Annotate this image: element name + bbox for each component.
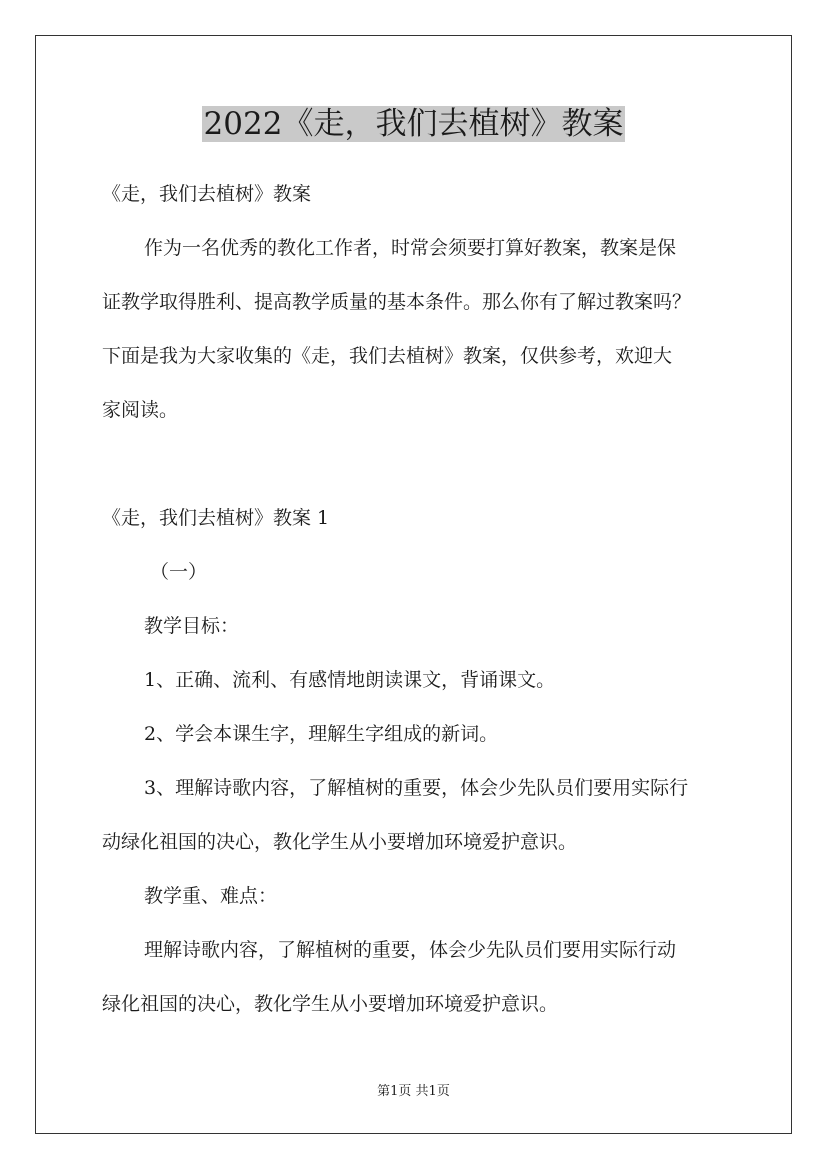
- subsection-marker: （一）: [150, 561, 208, 583]
- paragraph-line: 理解诗歌内容，了解植树的重要，体会少先队员们要用实际行动: [144, 939, 677, 961]
- paragraph-line: 教学目标：: [144, 615, 240, 637]
- document-title: [0, 104, 827, 144]
- document-title-text: 2022《走，我们去植树》教案: [203, 106, 624, 142]
- paragraph-line: 绿化祖国的决心，教化学生从小要增加环境爱护意识。: [102, 993, 559, 1015]
- page-footer: 第1页 共1页: [377, 1084, 450, 1099]
- paragraph-line: 教学重、难点：: [144, 885, 278, 907]
- list-item: 3、理解诗歌内容，了解植树的重要，体会少先队员们要用实际行: [144, 777, 689, 799]
- subtitle-line: 《走，我们去植树》教案: [102, 183, 312, 205]
- section-heading: 《走，我们去植树》教案 1: [102, 507, 330, 529]
- paragraph-line: 作为一名优秀的教化工作者，时常会须要打算好教案，教案是保: [144, 237, 677, 259]
- list-item: 1、正确、流利、有感情地朗读课文，背诵课文。: [144, 669, 556, 691]
- paragraph-line: 动绿化祖国的决心，教化学生从小要增加环境爱护意识。: [102, 831, 578, 853]
- paragraph-line: 家阅读。: [102, 399, 179, 421]
- paragraph-line: 下面是我为大家收集的《走，我们去植树》教案，仅供参考，欢迎大: [102, 345, 673, 367]
- paragraph-line: 证教学取得胜利、提高教学质量的基本条件。那么你有了解过教案吗？: [102, 291, 692, 313]
- list-item: 2、学会本课生字，理解生字组成的新词。: [144, 723, 499, 745]
